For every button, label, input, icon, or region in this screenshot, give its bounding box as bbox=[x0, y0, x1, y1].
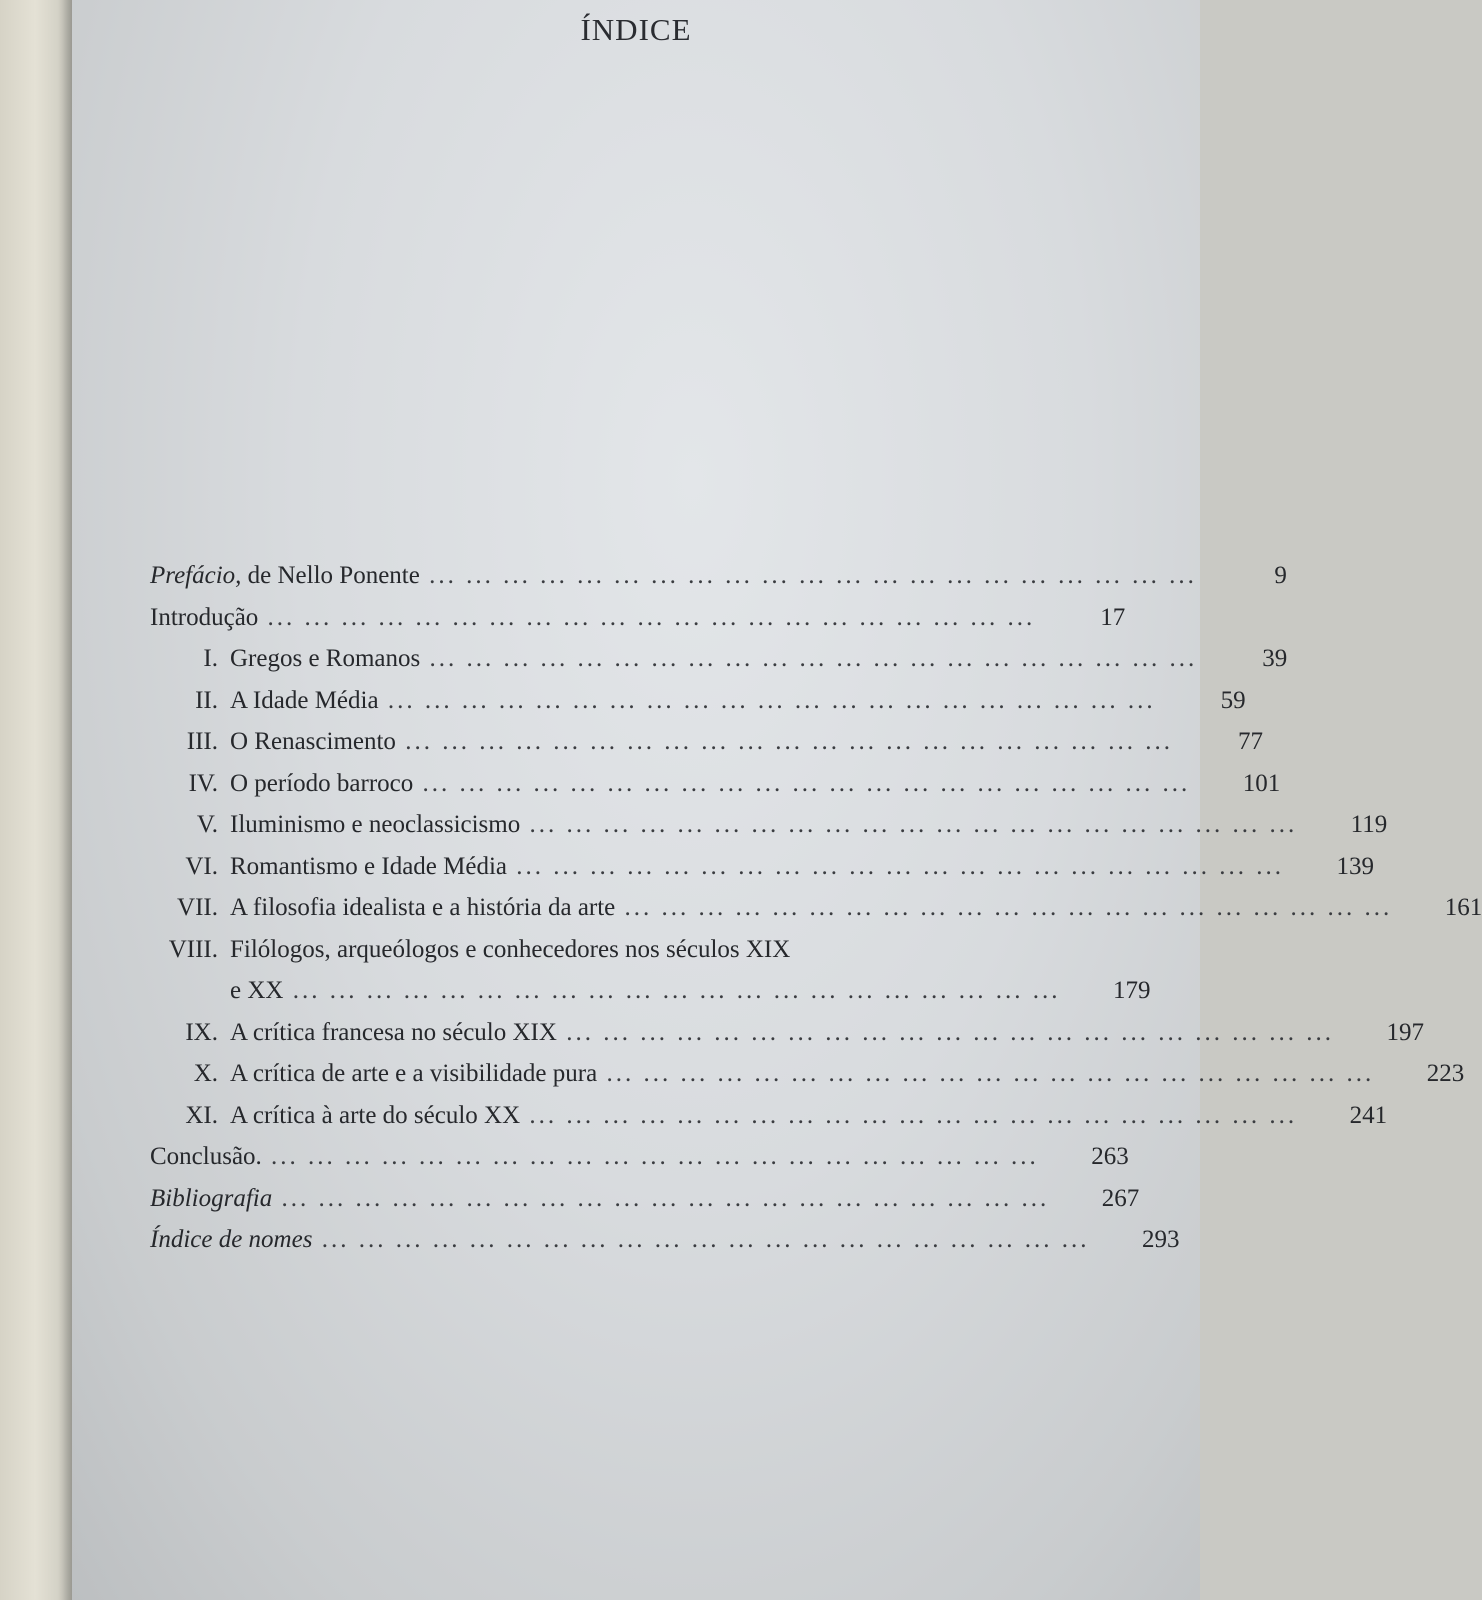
toc-entry-title bbox=[230, 1053, 1374, 1095]
toc-dot-leader: ... ... ... ... ... ... ... ... ... ... ... ... ... ... ... ... ... ... ... ... ... bbox=[507, 852, 1285, 880]
toc-entry-title bbox=[230, 1012, 1334, 1054]
toc-entry bbox=[150, 721, 1263, 763]
toc-page-number: 241 bbox=[1349, 1101, 1388, 1129]
toc-entry-title bbox=[230, 763, 1190, 805]
toc-chapter-number: IX. bbox=[185, 1018, 218, 1046]
toc-entry bbox=[150, 680, 1246, 722]
toc-entry-title bbox=[150, 555, 1197, 597]
toc-entry-title-text: de Nello Ponente bbox=[241, 562, 420, 589]
toc-page-number: 119 bbox=[1350, 811, 1388, 838]
toc-entry-title bbox=[150, 1136, 1039, 1178]
toc-entry bbox=[150, 1053, 1465, 1095]
toc-page-number: 101 bbox=[1242, 769, 1281, 797]
toc-entry bbox=[150, 1012, 1424, 1054]
toc-page-number: 9 bbox=[1274, 562, 1287, 589]
toc-chapter-number: IV. bbox=[188, 769, 218, 797]
toc-entry bbox=[150, 1095, 1388, 1137]
toc-entry-title-text: A crítica de arte e a visibilidade pura bbox=[230, 1060, 598, 1087]
toc-dot-leader: ... ... ... ... ... ... ... ... ... ... ... ... ... ... ... ... ... ... ... ... ... bbox=[258, 603, 1036, 631]
toc-entry bbox=[150, 1136, 1129, 1178]
toc-entry bbox=[150, 638, 1288, 680]
toc-dot-leader: ... ... ... ... ... ... ... ... ... ... ... ... ... ... ... ... ... ... ... ... ... bbox=[283, 977, 1061, 1004]
toc-entry-title-text: A filosofia idealista e a história da arte bbox=[230, 894, 616, 921]
toc-entry bbox=[150, 1178, 1140, 1220]
toc-chapter-number: VIII. bbox=[168, 935, 218, 963]
toc-entry-title bbox=[230, 887, 1392, 929]
toc-dot-leader: ... ... ... ... ... ... ... ... ... ... ... ... ... ... ... ... ... ... ... ... ... bbox=[520, 1101, 1298, 1129]
toc-entry bbox=[150, 846, 1375, 888]
toc-entry-title-text: Introdução bbox=[150, 603, 259, 631]
table-of-contents bbox=[150, 555, 1482, 1261]
toc-chapter-number: II. bbox=[195, 686, 218, 714]
toc-dot-leader: ... ... ... ... ... ... ... ... ... ... ... ... ... ... ... ... ... ... ... ... ... bbox=[378, 686, 1156, 714]
toc-page-number: 179 bbox=[1112, 977, 1151, 1004]
toc-dot-leader: ... ... ... ... ... ... ... ... ... ... ... ... ... ... ... ... ... ... ... ... ... bbox=[272, 1184, 1050, 1212]
toc-entry-title bbox=[230, 846, 1284, 888]
toc-entry-title-italic: Bibliografia bbox=[150, 1184, 273, 1212]
toc-entry-title-text: Romantismo e Idade Média bbox=[230, 852, 508, 880]
toc-dot-leader: ... ... ... ... ... ... ... ... ... ... ... ... ... ... ... ... ... ... ... ... ... bbox=[413, 769, 1191, 797]
toc-page-number: 139 bbox=[1336, 852, 1375, 880]
toc-chapter-number: X. bbox=[193, 1060, 218, 1087]
toc-entry bbox=[150, 555, 1287, 597]
toc-page-number: 17 bbox=[1100, 603, 1126, 631]
toc-dot-leader: ... ... ... ... ... ... ... ... ... ... ... ... ... ... ... ... ... ... ... ... ... bbox=[615, 894, 1393, 921]
toc-page-number: 293 bbox=[1141, 1226, 1180, 1253]
toc-entry bbox=[150, 929, 1151, 1012]
toc-entry-title bbox=[150, 597, 1035, 639]
toc-entry-title bbox=[150, 1178, 1049, 1220]
toc-page-number: 197 bbox=[1386, 1018, 1424, 1046]
toc-entry-title-italic: Prefácio, bbox=[150, 562, 242, 589]
toc-page-number: 161 bbox=[1444, 894, 1482, 921]
toc-entry-title-italic: Índice de nomes bbox=[150, 1226, 313, 1253]
toc-entry bbox=[150, 763, 1281, 805]
toc-entry-title-text: O período barroco bbox=[230, 769, 414, 797]
toc-dot-leader: ... ... ... ... ... ... ... ... ... ... ... ... ... ... ... ... ... ... ... ... ... bbox=[395, 728, 1173, 755]
toc-page-number: 223 bbox=[1426, 1060, 1465, 1087]
toc-dot-leader: ... ... ... ... ... ... ... ... ... ... ... ... ... ... ... ... ... ... ... ... ... bbox=[312, 1226, 1090, 1253]
toc-chapter-number: V. bbox=[196, 811, 218, 838]
toc-dot-leader: ... ... ... ... ... ... ... ... ... ... ... ... ... ... ... ... ... ... ... ... ... bbox=[420, 645, 1198, 672]
page-title: ÍNDICE bbox=[580, 12, 692, 47]
toc-entry bbox=[150, 887, 1482, 929]
toc-entry-title-text: Gregos e Romanos bbox=[230, 645, 421, 672]
toc-dot-leader: ... ... ... ... ... ... ... ... ... ... ... ... ... ... ... ... ... ... ... ... ... bbox=[597, 1060, 1375, 1087]
toc-page-number: 77 bbox=[1237, 728, 1263, 755]
toc-page-number: 59 bbox=[1220, 686, 1246, 714]
toc-entry-title bbox=[230, 804, 1297, 846]
toc-chapter-number: XI. bbox=[185, 1101, 218, 1129]
toc-entry bbox=[150, 597, 1126, 639]
toc-entry bbox=[150, 804, 1388, 846]
toc-page-number: 267 bbox=[1101, 1184, 1140, 1212]
toc-page-number: 263 bbox=[1091, 1143, 1129, 1170]
toc-entry-title bbox=[230, 1095, 1297, 1137]
toc-dot-leader: ... ... ... ... ... ... ... ... ... ... ... ... ... ... ... ... ... ... ... ... ... bbox=[556, 1018, 1334, 1046]
toc-page-number: 39 bbox=[1262, 645, 1288, 672]
toc-entry-title bbox=[230, 721, 1173, 763]
index-page bbox=[72, 0, 1482, 1600]
toc-entry bbox=[150, 1219, 1180, 1261]
toc-entry-title-text: A crítica francesa no século XIX bbox=[230, 1018, 557, 1046]
toc-dot-leader: ... ... ... ... ... ... ... ... ... ... ... ... ... ... ... ... ... ... ... ... ... bbox=[520, 811, 1298, 838]
toc-entry-title bbox=[230, 638, 1197, 680]
toc-entry-title bbox=[150, 1219, 1089, 1261]
toc-dot-leader: ... ... ... ... ... ... ... ... ... ... ... ... ... ... ... ... ... ... ... ... ... bbox=[419, 562, 1197, 589]
toc-entry-title-continued: e XX bbox=[230, 977, 284, 1004]
toc-chapter-number: VI. bbox=[185, 852, 218, 880]
toc-chapter-number: I. bbox=[203, 645, 218, 672]
toc-chapter-number: III. bbox=[186, 728, 218, 755]
toc-entry-title-text: A crítica à arte do século XX bbox=[230, 1101, 521, 1129]
toc-entry-title-text: A Idade Média bbox=[230, 686, 379, 714]
toc-entry-title bbox=[230, 680, 1156, 722]
toc-chapter-number: VII. bbox=[177, 894, 218, 921]
toc-entry-title-text: O Renascimento bbox=[230, 728, 396, 755]
toc-entry-title-text: Filólogos, arqueólogos e conhecedores nos séculos XIX bbox=[230, 935, 791, 963]
toc-entry-title-text: Iluminismo e neoclassicismo bbox=[230, 811, 521, 838]
toc-entry-title-text: Conclusão. bbox=[150, 1143, 262, 1170]
toc-dot-leader: ... ... ... ... ... ... ... ... ... ... ... ... ... ... ... ... ... ... ... ... ... bbox=[261, 1143, 1039, 1170]
toc-entry-title bbox=[230, 929, 1060, 1012]
